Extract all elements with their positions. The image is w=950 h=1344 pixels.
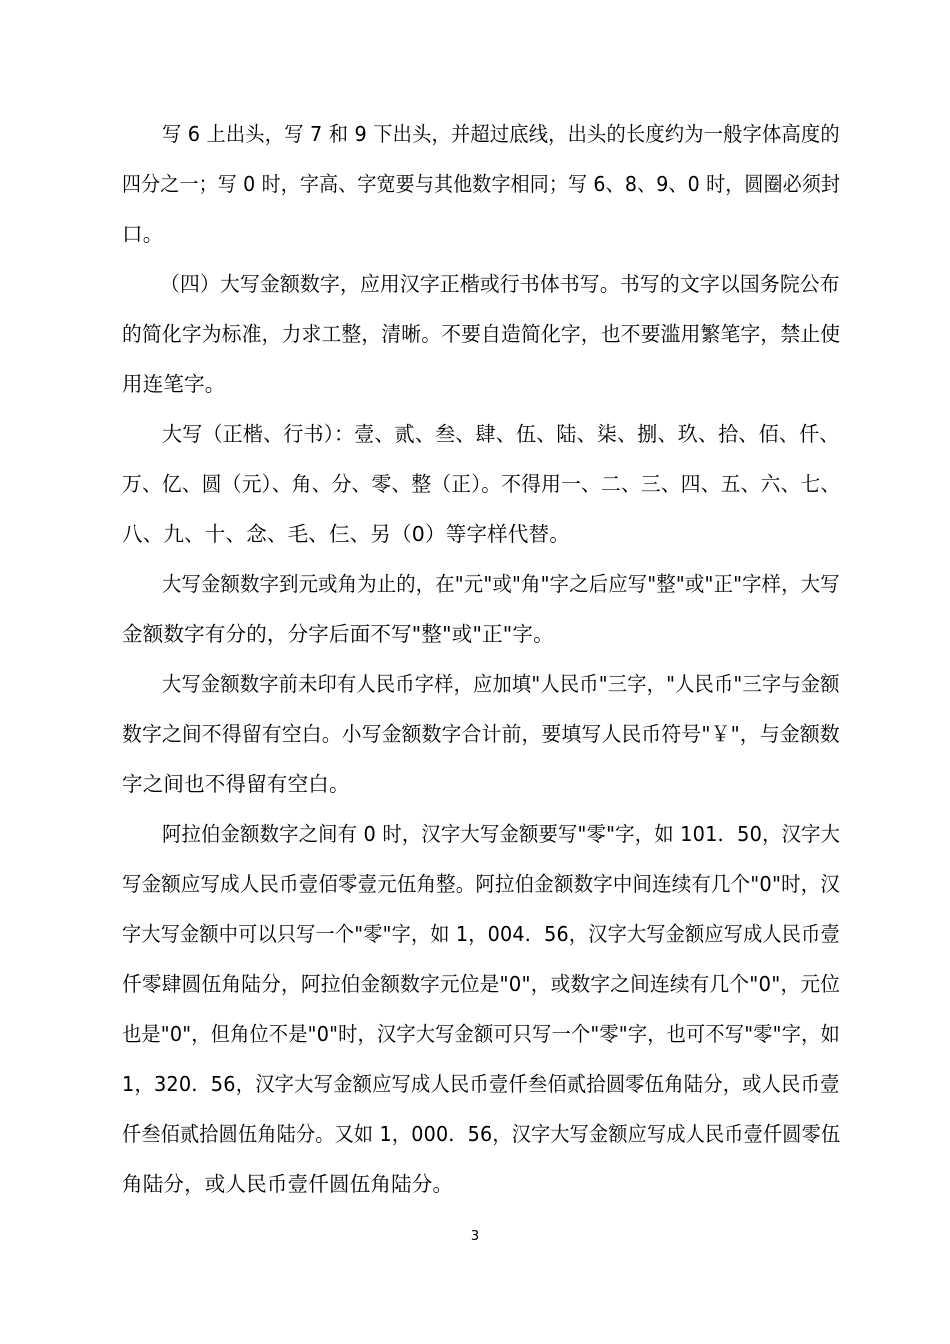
text-line: 写 6 上出头，写 7 和 9 下出头，并超过底线，出头的长度约为一般字体高度的 bbox=[162, 122, 840, 146]
text-line: 仟零肆圆伍角陆分，阿拉伯金额数字元位是"0"，或数字之间连续有几个"0"，元位 bbox=[122, 972, 841, 996]
text-line: 写金额应写成人民币壹佰零壹元伍角整。阿拉伯金额数字中间连续有几个"0"时，汉 bbox=[122, 872, 841, 896]
text-line: （四）大写金额数字，应用汉字正楷或行书体书写。书写的文字以国务院公布 bbox=[160, 272, 840, 296]
text-line: 大写（正楷、行书）：壹、贰、叁、肆、伍、陆、柒、捌、玖、拾、佰、仟、 bbox=[162, 422, 840, 446]
text-line: 也是"0"，但角位不是"0"时，汉字大写金额可只写一个"零"字，也可不写"零"字，如 bbox=[122, 1022, 840, 1046]
text-line: 八、九、十、念、毛、仨、另（0）等字样代替。 bbox=[122, 522, 570, 546]
text-line: 1，320．56，汉字大写金额应写成人民币壹仟叁佰贰拾圆零伍角陆分，或人民币壹 bbox=[122, 1072, 840, 1096]
text-line: 大写金额数字前未印有人民币字样，应加填"人民币"三字，"人民币"三字与金额 bbox=[162, 672, 840, 696]
text-line: 金额数字有分的，分字后面不写"整"或"正"字。 bbox=[122, 622, 554, 646]
text-line: 字大写金额中可以只写一个"零"字，如 1，004．56，汉字大写金额应写成人民币壹 bbox=[122, 922, 840, 946]
page-number: 3 bbox=[470, 1229, 480, 1244]
text-line: 口。 bbox=[122, 222, 164, 246]
text-line: 大写金额数字到元或角为止的，在"元"或"角"字之后应写"整"或"正"字样，大写 bbox=[162, 572, 840, 596]
text-line: 四分之一；写 0 时，字高、字宽要与其他数字相同；写 6、8、9、0 时，圆圈必须封 bbox=[122, 172, 841, 196]
text-line: 字之间也不得留有空白。 bbox=[122, 772, 350, 796]
text-line: 万、亿、圆（元）、角、分、零、整（正）。不得用一、二、三、四、五、六、七、 bbox=[122, 472, 841, 496]
text-line: 阿拉伯金额数字之间有 0 时，汉字大写金额要写"零"字，如 101．50，汉字大 bbox=[162, 822, 841, 846]
text-line: 的简化字为标准，力求工整，清晰。不要自造简化字，也不要滥用繁笔字，禁止使 bbox=[122, 322, 841, 346]
text-line: 仟叁佰贰拾圆伍角陆分。又如 1，000．56，汉字大写金额应写成人民币壹仟圆零伍 bbox=[122, 1122, 841, 1146]
text-line: 用连笔字。 bbox=[122, 372, 226, 396]
text-line: 角陆分，或人民币壹仟圆伍角陆分。 bbox=[122, 1172, 454, 1196]
text-line: 数字之间不得留有空白。小写金额数字合计前，要填写人民币符号"￥"，与金额数 bbox=[122, 722, 840, 746]
